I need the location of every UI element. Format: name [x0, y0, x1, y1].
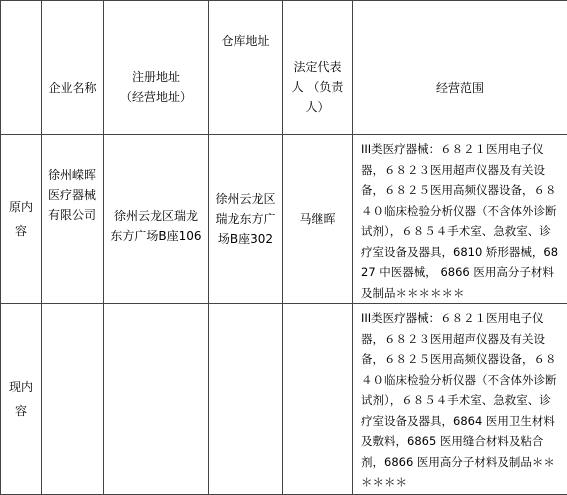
header-business-scope: 经营范围: [353, 1, 567, 135]
header-warehouse-address: 仓库地址: [209, 1, 283, 135]
row-label-current: 现内容: [1, 304, 42, 495]
legal-rep-original: 马继晖: [283, 135, 353, 304]
header-company-name: 企业名称: [42, 1, 104, 135]
header-row: [1, 1, 567, 135]
row-label-original: 原内容: [1, 135, 42, 304]
warehouse-address-current: [209, 304, 283, 495]
business-scope-current: III类医疗器械：６８２１医用电子仪器，６８２３医用超声仪器及有关设备，６８２５医用高频仪器设备，６８４０临床检验分析仪器（不含体外诊断试剂），６８５４手术室、急救室、诊疗室设备及器具，6864 医用卫生材料及敷料，6865 医用缝合材料及粘合剂，6866 医用高分子材料及制品＊＊＊＊＊＊: [353, 304, 567, 495]
header-blank-cell: [1, 1, 42, 135]
table-row-current: [1, 304, 567, 495]
header-registered-address-line2: （经营地址）: [104, 87, 208, 107]
registered-address-original: 徐州云龙区瑞龙东方广场B座106: [104, 135, 209, 304]
header-registered-address: [104, 1, 209, 135]
header-legal-rep: 法定代表人 （负责人）: [283, 1, 353, 135]
header-registered-address-line1: 注册地址: [104, 67, 208, 87]
company-name-current: [42, 304, 104, 495]
warehouse-address-original: 徐州云龙区瑞龙东方广场B座302: [209, 135, 283, 304]
business-scope-original: III类医疗器械：６８２１医用电子仪器，６８２３医用超声仪器及有关设备，６８２５医用高频仪器设备，６８４０临床检验分析仪器（不含体外诊断试剂），６８５４手术室、急救室、诊疗室设备及器具，6810 矫形器械，6827 中医器械， 6866 医用高分子材料及制品＊＊＊＊＊＊: [353, 135, 567, 304]
legal-rep-current: [283, 304, 353, 495]
table-row-original: [1, 135, 567, 304]
registered-address-current: [104, 304, 209, 495]
company-name-original: 徐州嵘晖医疗器械有限公司: [42, 135, 104, 304]
